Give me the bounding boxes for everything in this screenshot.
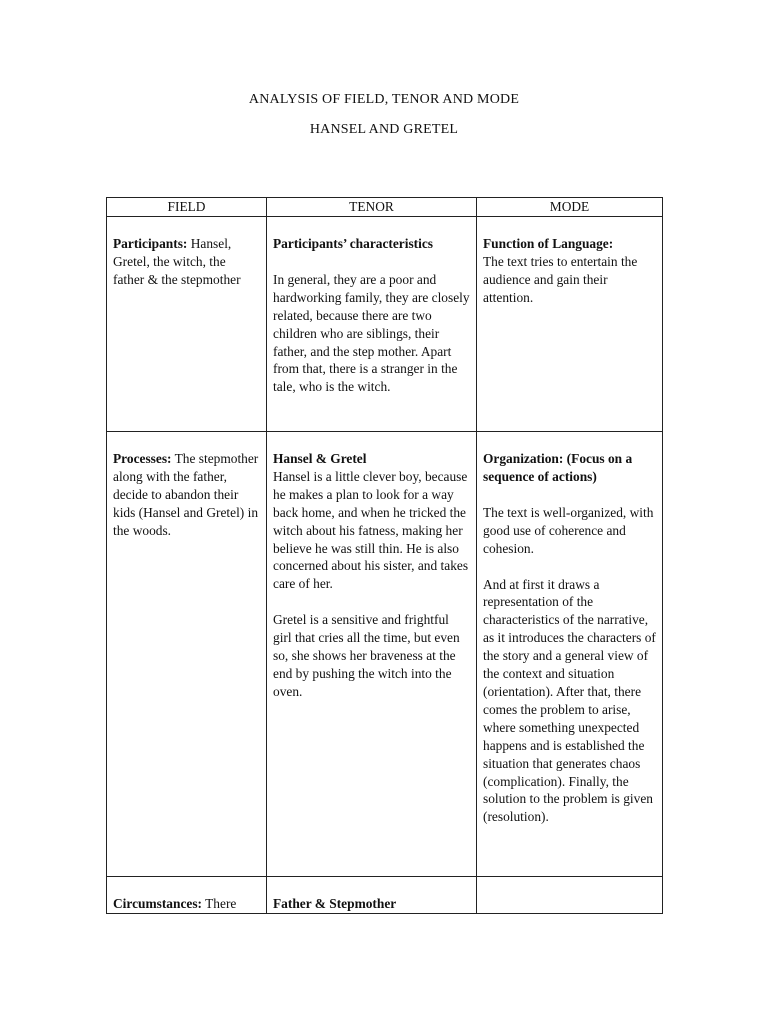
field-circumstances-cell <box>107 877 267 914</box>
header-tenor: TENOR <box>267 198 477 217</box>
circumstances-label: Circumstances: <box>113 896 203 911</box>
processes-label: Processes: <box>113 451 172 466</box>
document-title: ANALYSIS OF FIELD, TENOR AND MODE <box>248 92 520 107</box>
table-row <box>107 432 663 877</box>
table-row <box>107 217 663 432</box>
header-field: FIELD <box>107 198 267 217</box>
organization-label: Organization: (Focus on a sequence of actions) <box>483 451 633 484</box>
participants-characteristics-text: In general, they are a poor and hardworking family, they are closely related, because there are two children who are siblings, their father, and the step mother. Apart from that, there is a stranger in the tale, who is the witch. <box>273 271 470 395</box>
mode-organization-cell <box>477 432 663 877</box>
field-processes-cell <box>107 432 267 877</box>
tenor-father-stepmother-cell <box>267 877 477 914</box>
father-stepmother-heading: Father & Stepmother <box>273 896 397 911</box>
participants-label: Participants: <box>113 236 188 251</box>
header-mode: MODE <box>477 198 663 217</box>
table-header-row <box>107 198 663 217</box>
table-row <box>107 877 663 914</box>
circumstances-text: There <box>202 896 237 911</box>
mode-empty-cell <box>477 877 663 914</box>
organization-text-2: And at first it draws a representation of the characteristics of the narrative, as it introduces the characters of the story and a general view of the context and situation (orientation). After that, there comes the problem to arise, where something unexpected happens and is established the situation that generates chaos (complication). Finally, the solution to the problem is given (resolution). <box>483 576 656 825</box>
analysis-table <box>106 197 663 914</box>
function-of-language-text: The text tries to entertain the audience and gain their attention. <box>483 253 638 305</box>
hansel-gretel-heading: Hansel & Gretel <box>273 451 367 466</box>
hansel-description: Hansel is a little clever boy, because he makes a plan to look for a way back home, and when he tricked the witch about his fatness, making her believe he was still thin. He is also concerned about his sister, and takes care of her. <box>273 468 469 592</box>
participants-text: Hansel, Gretel, the witch, the father & the stepmother <box>113 236 241 287</box>
mode-function-cell <box>477 217 663 432</box>
document-subtitle: HANSEL AND GRETEL <box>309 122 459 137</box>
field-participants-cell <box>107 217 267 432</box>
processes-text: The stepmother along with the father, decide to abandon their kids (Hansel and Gretel) in the woods. <box>113 451 259 538</box>
function-of-language-label: Function of Language: <box>483 236 614 251</box>
tenor-characters-cell <box>267 432 477 877</box>
tenor-participants-cell <box>267 217 477 432</box>
participants-characteristics-heading: Participants’ characteristics <box>273 236 434 251</box>
organization-text-1: The text is well-organized, with good use of coherence and cohesion. <box>483 504 654 556</box>
gretel-description: Gretel is a sensitive and frightful girl that cries all the time, but even so, she shows her braveness at the end by pushing the witch into the oven. <box>273 612 460 699</box>
